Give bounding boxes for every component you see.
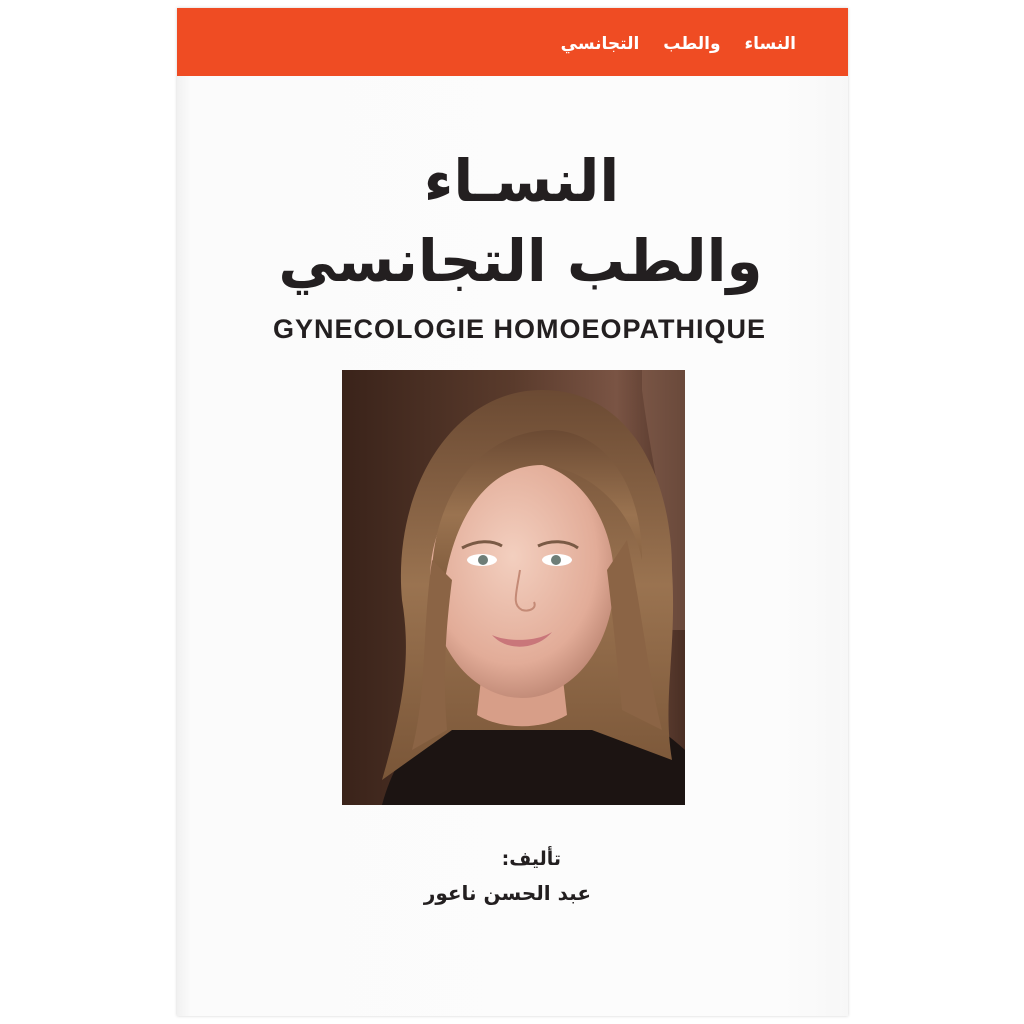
cover-portrait-photo: [342, 370, 685, 805]
author-label: تأليف:: [501, 848, 561, 870]
band-series-title: النساء والطب التجانسي: [560, 34, 796, 54]
book-cover: [177, 8, 848, 1016]
title-french: GYNECOLOGIE HOMOEOPATHIQUE: [272, 314, 767, 344]
top-color-band: [177, 8, 848, 76]
title-arabic-line-1: النسـاء: [423, 147, 620, 215]
author-name: عبد الحسن ناعور: [423, 881, 591, 905]
title-arabic-line-2: والطب التجانسي: [278, 227, 763, 295]
